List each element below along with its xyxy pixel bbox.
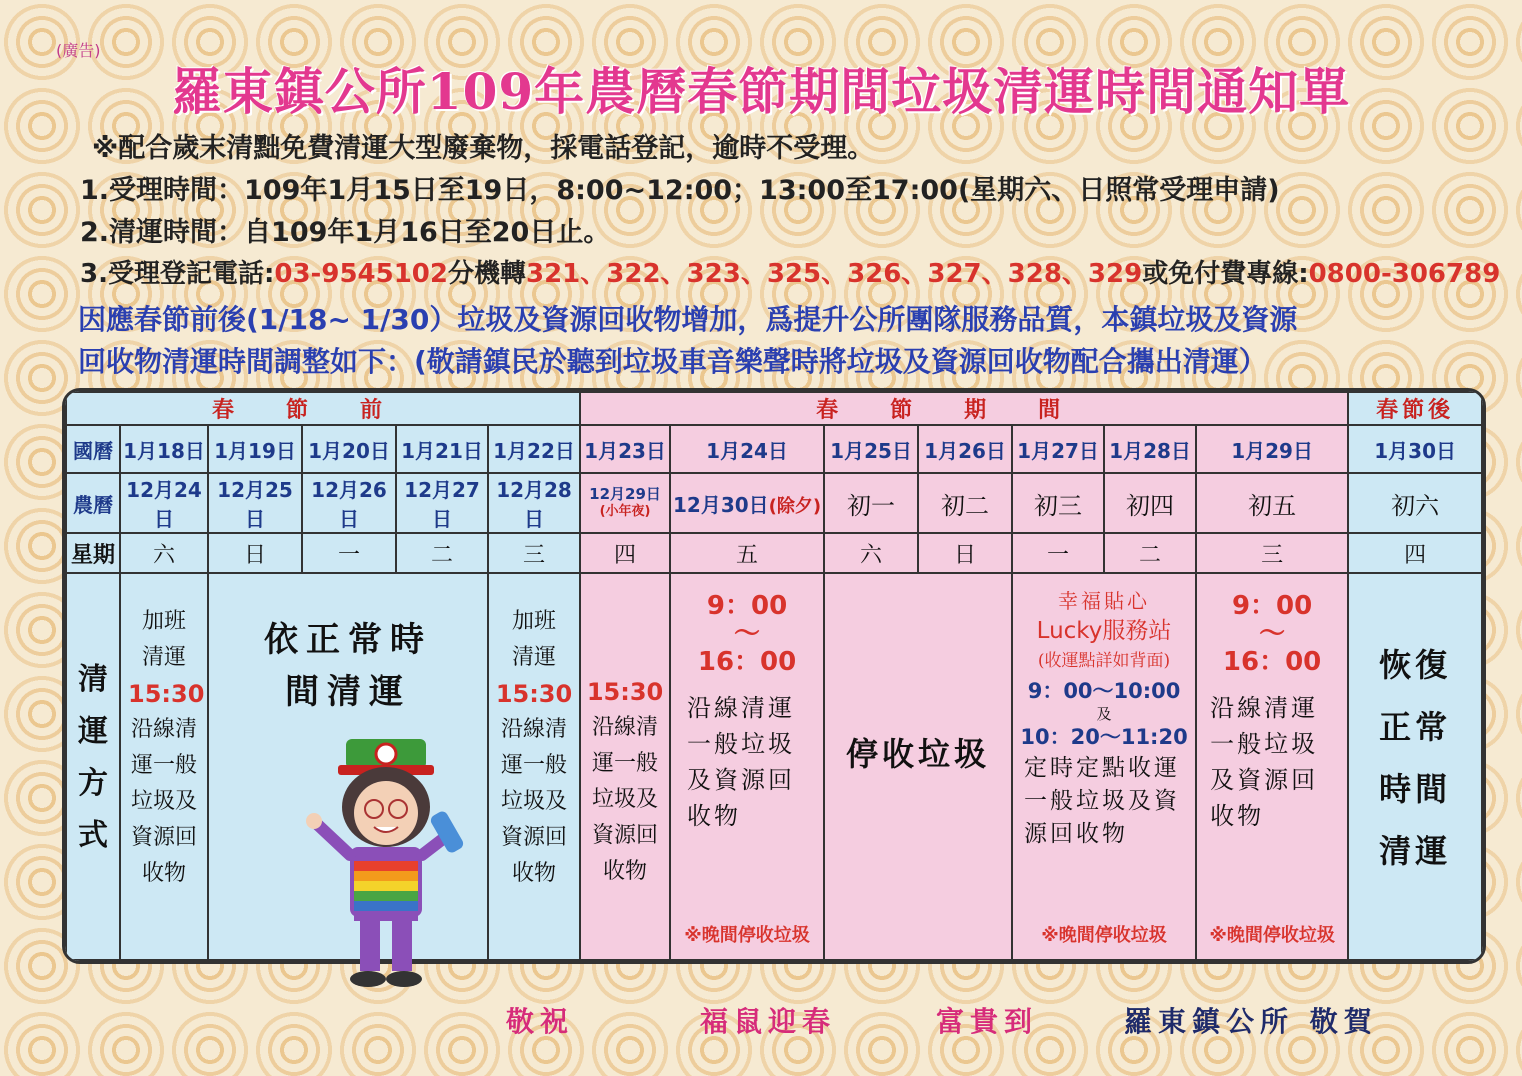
free-line-label: 或免付費專線:: [1142, 259, 1309, 289]
mascot-illustration: [288, 735, 478, 995]
lunar-cell: 初二: [918, 473, 1012, 533]
overtime-label: 加班清運: [141, 609, 186, 670]
ext-numbers: 321、322、323、325、326、327、328、329: [526, 259, 1143, 289]
stop-text: 停收垃圾: [846, 735, 991, 773]
date-cell: 1月25日: [824, 425, 918, 473]
date-cell: 1月22日: [488, 425, 580, 473]
date-cell: 1月24日: [670, 425, 824, 473]
date-cell: 1月28日: [1104, 425, 1196, 473]
notice-line: ※配合歲末清黜免費清運大型廢棄物，採電話登記，逾時不受理。: [92, 133, 875, 164]
item-phone: [80, 253, 1500, 290]
lunar-cell: 初三: [1012, 473, 1104, 533]
date-cell: 1月23日: [580, 425, 670, 473]
overtime-desc: 沿線清運一般垃圾及資源回收物: [501, 717, 568, 886]
normal-text: 依正常時間清運: [264, 620, 432, 712]
date-cell: 1月19日: [208, 425, 302, 473]
weekday-cell: 四: [1348, 533, 1482, 573]
adjust-notice-line1: 因應春節前後(1/18~ 1/30）垃圾及資源回收物增加，爲提升公所團隊服務品質，本鎮垃圾及資源: [78, 303, 1298, 336]
method-cell-0130: [1348, 573, 1482, 960]
d29-end: 16：00: [1222, 647, 1322, 677]
date-cell: 1月21日: [396, 425, 488, 473]
greeting-wish2: 富貴到: [936, 1005, 1039, 1038]
d24-desc: 沿線清運一般垃圾及資源回收物: [687, 694, 796, 830]
d23-time: 15:30: [586, 678, 664, 706]
method-cell-0129: [1196, 573, 1348, 960]
ad-tag: (廣告): [56, 41, 101, 60]
lunar-cell: 初四: [1104, 473, 1196, 533]
lunar-value: 12月29日: [589, 485, 661, 503]
ext-label: 分機轉: [447, 259, 526, 289]
weekday-cell: 三: [488, 533, 580, 573]
lunar-cell: [580, 473, 670, 533]
lucky-time2: 10：20～11:20: [1020, 725, 1188, 749]
item-acceptance-time: 1.受理時間：109年1月15日至19日，8:00~12:00；13:00至17:00(星期六、日照常受理申請): [80, 175, 1280, 206]
period-during: 春節期間: [580, 392, 1348, 425]
lunar-value: 12月30日: [672, 492, 769, 517]
lucky-and: 及: [1096, 705, 1112, 723]
lucky-time1: 9：00～10:00: [1027, 679, 1181, 703]
method-cell-0124: [670, 573, 824, 960]
greeting-respect: 敬祝: [506, 1005, 575, 1038]
lucky-sub: (收運點詳如背面): [1037, 651, 1171, 671]
adjust-notice-line2: 回收物清運時間調整如下：(敬請鎮民於聽到垃圾車音樂聲時將垃圾及資源回收物配合攜出清運）: [78, 345, 1267, 378]
d29-night-stop: ※晚間停收垃圾: [1209, 925, 1335, 946]
date-cell: 1月18日: [120, 425, 208, 473]
hat-badge-icon: [376, 744, 396, 764]
method-cell-stop: [824, 573, 1012, 960]
date-cell: 1月20日: [302, 425, 396, 473]
weekday-cell: 二: [396, 533, 488, 573]
d29-tilde: ～: [1259, 619, 1286, 649]
lunar-cell: 初五: [1196, 473, 1348, 533]
weekday-cell: 一: [302, 533, 396, 573]
d24-end: 16：00: [697, 647, 797, 677]
row-head-dates: 國曆: [66, 425, 120, 473]
overtime-label: 加班清運: [512, 609, 557, 670]
row-head-method: [66, 573, 120, 960]
d29-start: 9：00: [1231, 591, 1313, 621]
d24-night-stop: ※晚間停收垃圾: [684, 925, 810, 946]
lunar-note-chuxi: (除夕): [768, 495, 822, 517]
lucky-title: Lucky服務站: [1036, 618, 1172, 644]
ok-hand-icon: [306, 813, 322, 829]
weekday-cell: 一: [1012, 533, 1104, 573]
d23-desc: 沿線清運一般垃圾及資源回收物: [592, 715, 659, 884]
weekday-cell: 六: [120, 533, 208, 573]
date-cell: 1月29日: [1196, 425, 1348, 473]
weekday-cell: 四: [580, 533, 670, 573]
lunar-cell: 初六: [1348, 473, 1482, 533]
phone-number: 03-9545102: [274, 259, 448, 289]
free-line-number: 0800-306789: [1308, 259, 1501, 289]
lunar-cell: [670, 473, 824, 533]
period-after: 春節後: [1348, 392, 1482, 425]
lunar-cell: 12月25日: [208, 473, 302, 533]
lucky-desc: 定時定點收運一般垃圾及資源回收物: [1024, 755, 1181, 847]
period-before: 春節前: [66, 392, 580, 425]
resume-text: 恢復正常時間清運: [1379, 646, 1452, 870]
weekday-cell: 日: [918, 533, 1012, 573]
method-cell-0123: [580, 573, 670, 960]
lucky-night-stop: ※晚間停收垃圾: [1041, 925, 1167, 946]
date-cell: 1月27日: [1012, 425, 1104, 473]
phone-prefix: 3.受理登記電話:: [80, 259, 275, 289]
lunar-note-xiaonianye: (小年夜): [599, 504, 651, 519]
lunar-cell: 12月26日: [302, 473, 396, 533]
lucky-head: 幸福貼心: [1058, 589, 1151, 613]
lunar-cell: 12月28日: [488, 473, 580, 533]
method-cell-0122: [488, 573, 580, 960]
method-cell-0118: [120, 573, 208, 960]
row-head-week: 星期: [66, 533, 120, 573]
weekday-cell: 六: [824, 533, 918, 573]
mascot-face: [354, 781, 418, 845]
weekday-cell: 三: [1196, 533, 1348, 573]
row-head-lunar: 農曆: [66, 473, 120, 533]
d24-tilde: ～: [734, 619, 761, 649]
page-title: 羅東鎮公所109年農曆春節期間垃圾清運時間通知單: [171, 62, 1351, 121]
date-cell: 1月26日: [918, 425, 1012, 473]
d24-start: 9：00: [706, 591, 788, 621]
method-cell-lucky: [1012, 573, 1196, 960]
weekday-cell: 二: [1104, 533, 1196, 573]
lunar-cell: 12月24日: [120, 473, 208, 533]
weekday-cell: 五: [670, 533, 824, 573]
overtime-desc: 沿線清運一般垃圾及資源回收物: [130, 717, 197, 886]
date-cell: 1月30日: [1348, 425, 1482, 473]
overtime-time: 15:30: [128, 680, 205, 708]
greeting-wish1: 福鼠迎春: [700, 1005, 837, 1038]
greeting-sender: 羅東鎮公所 敬賀: [1124, 1005, 1378, 1038]
lunar-cell: 12月27日: [396, 473, 488, 533]
overtime-time: 15:30: [495, 680, 573, 708]
item-cleanup-time: 2.清運時間：自109年1月16日至20日止。: [80, 217, 611, 248]
method-head-text: 清運方式: [78, 662, 108, 853]
d29-desc: 沿線清運一般垃圾及資源回收物: [1210, 694, 1319, 830]
weekday-cell: 日: [208, 533, 302, 573]
lunar-cell: 初一: [824, 473, 918, 533]
schedule-table: [62, 388, 1486, 964]
